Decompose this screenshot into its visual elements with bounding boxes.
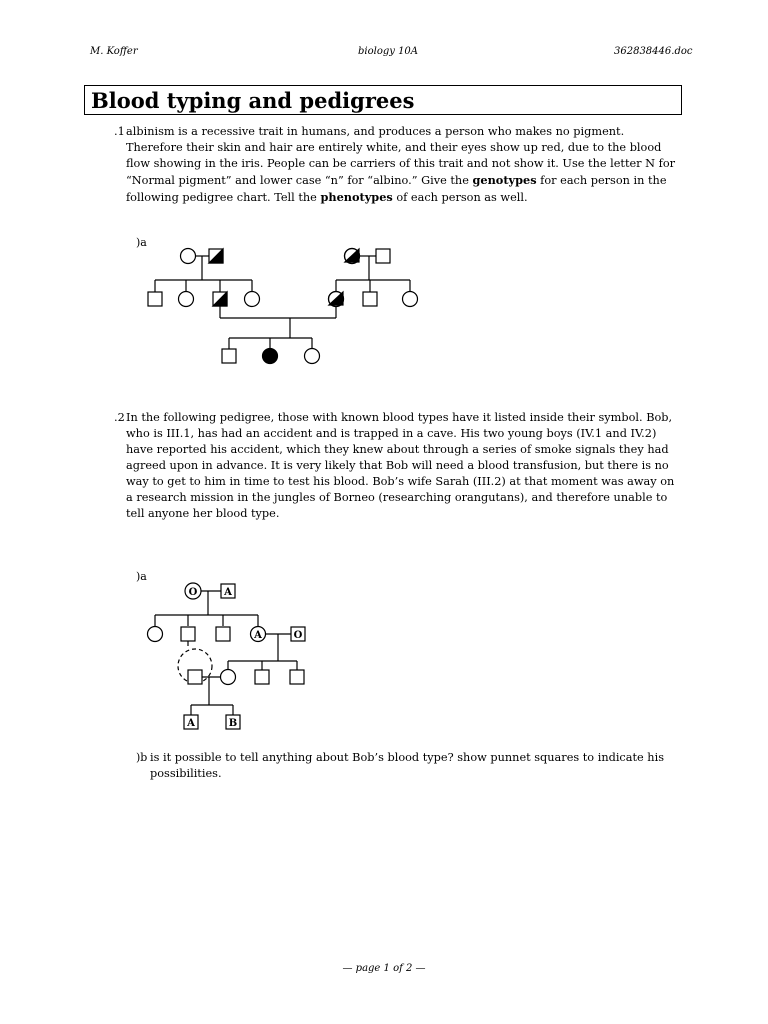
p2-bob-father <box>181 627 195 641</box>
p1-child-albino-daughter <box>263 349 278 364</box>
p2-grandmother-type: O <box>188 587 198 598</box>
q1-number: .1 <box>114 125 125 138</box>
p2-bob <box>188 670 202 684</box>
p1-daughter-right <box>403 292 418 307</box>
q2-text: In the following pedigree, those with known blood types have it listed inside their symbol. Bob, who is III.1, has had an accident and is trapped in a cave. His two young boys (IV.1 and IV.2) have reported his accident, which they knew about through a series of smoke signals they had agreed upon in advance. It is very likely that Bob will need a blood transfusion, but there is no way to get to him in time to test his blood. Bob’s wife Sarah (III.2) at that moment was away on a research mission in the jungles of Borneo (researching orangutans), and therefore unable to tell anyone her blood type. <box>126 411 675 520</box>
header-file: 362838446.doc <box>614 46 693 57</box>
p2-aunt-left <box>148 627 163 642</box>
p1-son-left <box>148 292 162 306</box>
p2-sarah <box>221 670 236 685</box>
p2-cousin1 <box>255 670 269 684</box>
p1-grandmother-left <box>181 249 196 264</box>
page-footer: — page 1 of 2 — <box>342 963 426 974</box>
p1-daughter-left2 <box>245 292 260 307</box>
albinism-pedigree <box>140 240 440 370</box>
p2-boy1-type: A <box>187 718 195 729</box>
q2-part-b-label: )b <box>136 751 148 764</box>
p1-grandfather-right <box>376 249 390 263</box>
q2-part-a-label: )a <box>136 570 147 583</box>
header-author: M. Koffer <box>90 46 138 57</box>
q1-part-a-label: )a <box>136 236 147 249</box>
p2-uncle <box>216 627 230 641</box>
p1-daughter-left <box>179 292 194 307</box>
q2-part-b-text: is it possible to tell anything about Bob’s blood type? show punnet squares to indicate his possibilities. <box>150 751 664 780</box>
p2-boy2-type: B <box>228 718 238 729</box>
p2-grandfather-type: A <box>224 587 232 598</box>
header-course: biology 10A <box>358 46 419 57</box>
p2-aunt-husband-type: O <box>293 630 303 641</box>
q2-number: .2 <box>114 411 125 424</box>
page-title: Blood typing and pedigrees <box>84 85 682 115</box>
q1-text: albinism is a recessive trait in humans, and produces a person who makes no pigment. Therefore their skin and hair are entirely white, and their eyes show up red, due to the blood flow showing in the iris. People can be carriers of this trait and not show it. Use the letter N for “Normal pigment” and lower case “n” for “albino.” Give the genotypes for each person in the following pedigree chart. Tell the phenotypes of each person as well. <box>126 125 676 204</box>
blood-type-pedigree <box>140 575 320 735</box>
p2-cousin2 <box>290 670 304 684</box>
p1-child-daughter <box>305 349 320 364</box>
p1-son-right <box>363 292 377 306</box>
p2-aunt-type: A <box>254 630 262 641</box>
p1-child-son <box>222 349 236 363</box>
